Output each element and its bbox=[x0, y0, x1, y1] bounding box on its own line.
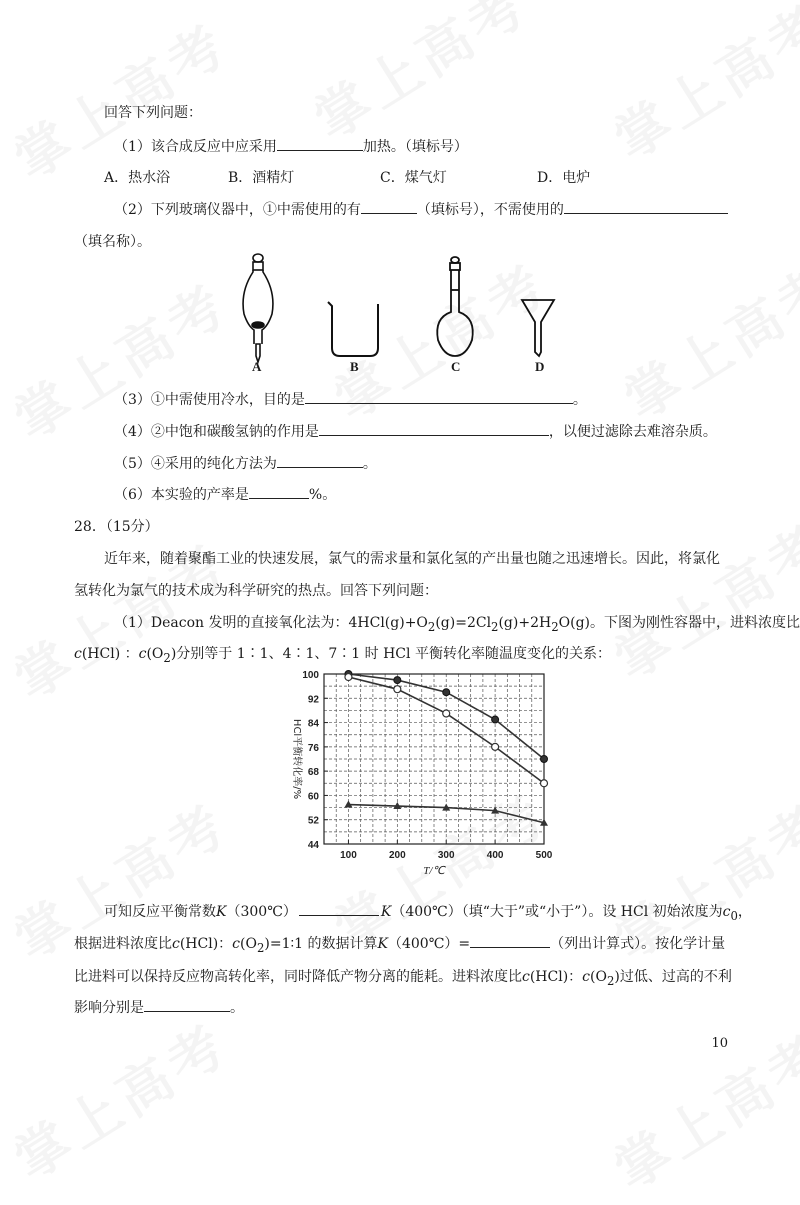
page-number: 10 bbox=[711, 1036, 728, 1051]
y-tick-label: 68 bbox=[307, 767, 319, 779]
var: K bbox=[216, 904, 227, 920]
problem-28-part1-line2 bbox=[74, 643, 611, 665]
y-tick-label: 44 bbox=[307, 840, 319, 851]
q2-text-mid: （填标号），不需使用的 bbox=[416, 202, 564, 218]
q1-option-c: C．煤气灯 bbox=[380, 170, 447, 186]
separatory-funnel-icon bbox=[243, 254, 273, 362]
p1-text: (O bbox=[146, 646, 164, 662]
y-axis-label: HCl平衡转化率/% bbox=[291, 718, 302, 800]
p1-sub: 2 bbox=[427, 619, 436, 634]
q1-text-before: （1）该合成反应中应采用 bbox=[114, 139, 277, 155]
data-point-open-circle bbox=[345, 674, 352, 681]
watermark bbox=[0, 1002, 242, 1194]
data-point-filled-circle bbox=[394, 677, 401, 684]
q1-text-after: 加热。（填标号） bbox=[362, 139, 468, 155]
text: (HCl)： bbox=[529, 969, 583, 985]
p1-text: )分别等于 1∶1、4∶1、7∶1 时 HCl 平衡转化率随温度变化的关系： bbox=[170, 646, 611, 662]
x-tick-label: 500 bbox=[535, 850, 553, 861]
after-chart-line1 bbox=[104, 901, 752, 923]
p1-var: c bbox=[138, 646, 147, 662]
data-point-filled-circle bbox=[541, 756, 548, 763]
data-point-open-circle bbox=[492, 743, 499, 750]
sub: 2 bbox=[606, 973, 615, 988]
p1-sub: 2 bbox=[163, 650, 171, 665]
funnel-icon bbox=[522, 300, 554, 356]
p1-var: c bbox=[74, 646, 82, 662]
x-tick-label: 400 bbox=[486, 850, 504, 861]
apparatus-label-a: A bbox=[252, 359, 262, 374]
q2-text-before: （2）下列玻璃仪器中，①中需使用的有 bbox=[114, 202, 361, 218]
p1-sub: 2 bbox=[551, 619, 559, 634]
q4-answer-blank[interactable] bbox=[319, 421, 549, 436]
volumetric-flask-icon bbox=[437, 257, 473, 356]
data-point-filled-circle bbox=[492, 716, 499, 723]
q4-text-after: ，以便过滤除去难溶杂质。 bbox=[548, 424, 717, 440]
intro-text: 回答下列问题： bbox=[104, 105, 202, 121]
watermark bbox=[298, 0, 542, 155]
text: )过低、过高的不利 bbox=[614, 969, 732, 985]
apparatus-label-b: B bbox=[350, 359, 359, 374]
var: K bbox=[377, 936, 388, 952]
y-tick-label: 60 bbox=[307, 791, 319, 803]
question-2 bbox=[114, 199, 728, 219]
q3-answer-blank[interactable] bbox=[305, 389, 573, 404]
text: 影响分别是 bbox=[74, 1000, 144, 1016]
text: 比进料可以保持反应物高转化率，同时降低产物分离的能耗。进料浓度比 bbox=[74, 969, 522, 985]
text: 。 bbox=[230, 1000, 244, 1016]
text: （列出计算式）。按化学计量 bbox=[550, 936, 726, 952]
q5-text-before: （5）④采用的纯化方法为 bbox=[114, 456, 277, 472]
q5-answer-blank[interactable] bbox=[277, 453, 363, 468]
p1-text: （1）Deacon 发明的直接氧化法为：4HCl(g)+O bbox=[114, 615, 428, 631]
beaker-icon bbox=[328, 302, 378, 356]
watermark bbox=[608, 242, 800, 434]
x-axis-label: T/℃ bbox=[423, 865, 445, 877]
data-point-filled-circle bbox=[443, 689, 450, 696]
after-chart-line2 bbox=[74, 933, 725, 955]
var: c bbox=[522, 969, 530, 985]
watermark bbox=[0, 2, 242, 194]
x-tick-label: 200 bbox=[388, 850, 406, 861]
q2-text-line2: （填名称）。 bbox=[74, 234, 151, 250]
hcl-conversion-chart bbox=[280, 664, 560, 894]
sub: 0 bbox=[730, 908, 738, 923]
y-tick-label: 76 bbox=[307, 742, 319, 754]
text: （400℃）= bbox=[387, 936, 471, 952]
problem-28-part1-line1 bbox=[114, 612, 800, 634]
q6-answer-blank[interactable] bbox=[249, 484, 309, 499]
sub: 2 bbox=[256, 940, 265, 955]
problem-28-header: 28．（15分） bbox=[74, 519, 159, 535]
glassware-illustration bbox=[234, 252, 574, 382]
var: c bbox=[232, 936, 241, 952]
data-point-open-circle bbox=[541, 780, 548, 787]
watermark bbox=[598, 502, 800, 694]
text: (O bbox=[240, 936, 257, 952]
q2-answer-blank-1[interactable] bbox=[361, 199, 417, 214]
effects-blank[interactable] bbox=[144, 997, 230, 1012]
watermark bbox=[598, 0, 800, 175]
var: c bbox=[582, 969, 591, 985]
q3-text-after: 。 bbox=[572, 392, 587, 408]
question-5 bbox=[114, 453, 377, 473]
after-chart-line4 bbox=[74, 997, 244, 1017]
problem-28-para1-line1: 近年来，随着聚酯工业的快速发展，氯气的需求量和氯化氢的产出量也随之迅速增长。因此，将氯化 bbox=[104, 551, 720, 567]
text: （400℃）（填“大于”或“小于”）。设 HCl 初始浓度为 bbox=[391, 904, 723, 920]
y-tick-label: 100 bbox=[302, 670, 319, 681]
q1-option-a: A．热水浴 bbox=[104, 170, 171, 186]
p1-text: O(g)。下图为刚性容器中，进料浓度比 bbox=[558, 615, 800, 631]
q6-text-before: （6）本实验的产率是 bbox=[114, 487, 249, 503]
question-6 bbox=[114, 484, 336, 504]
var: c bbox=[172, 936, 180, 952]
y-tick-label: 92 bbox=[307, 694, 319, 706]
q2-answer-blank-2[interactable] bbox=[564, 199, 728, 214]
question-3 bbox=[114, 389, 587, 409]
q1-option-d: D．电炉 bbox=[537, 170, 591, 186]
p1-text: (HCl) ： bbox=[81, 646, 139, 662]
q6-text-after: %。 bbox=[308, 487, 337, 503]
apparatus-label-c: C bbox=[451, 359, 461, 374]
question-1 bbox=[114, 136, 468, 156]
data-point-open-circle bbox=[394, 686, 401, 693]
text: (HCl)： bbox=[179, 936, 233, 952]
text: (O bbox=[590, 969, 607, 985]
text: 可知反应平衡常数 bbox=[104, 904, 216, 920]
q1-option-b: B．酒精灯 bbox=[228, 170, 295, 186]
text: 根据进料浓度比 bbox=[74, 936, 172, 952]
problem-28-para1-line2: 氢转化为氯气的技术成为科学研究的热点。回答下列问题： bbox=[74, 583, 438, 599]
k-expression-blank[interactable] bbox=[470, 933, 550, 948]
text: )=1∶1 的数据计算 bbox=[264, 936, 378, 952]
var: c bbox=[722, 904, 731, 920]
after-chart-line3 bbox=[74, 966, 732, 988]
q3-text-before: （3）①中需使用冷水，目的是 bbox=[114, 392, 305, 408]
k-compare-blank[interactable] bbox=[299, 901, 379, 916]
watermark bbox=[598, 1012, 800, 1204]
text: ， bbox=[737, 904, 752, 920]
var: K bbox=[380, 904, 392, 920]
x-tick-label: 300 bbox=[437, 850, 455, 861]
q1-answer-blank[interactable] bbox=[277, 136, 363, 151]
p1-sub: 2 bbox=[491, 619, 499, 634]
q5-text-after: 。 bbox=[362, 456, 377, 472]
y-tick-label: 52 bbox=[307, 815, 319, 827]
y-tick-label: 84 bbox=[307, 718, 319, 730]
data-point-open-circle bbox=[443, 710, 450, 717]
apparatus-label-d: D bbox=[535, 359, 545, 374]
p1-text: (g)=2Cl bbox=[435, 615, 492, 631]
question-4 bbox=[114, 421, 717, 441]
p1-text: (g)+2H bbox=[498, 615, 552, 631]
q4-text-before: （4）②中饱和碳酸氢钠的作用是 bbox=[114, 424, 319, 440]
text: （300℃） bbox=[226, 904, 297, 920]
x-tick-label: 100 bbox=[340, 850, 357, 861]
